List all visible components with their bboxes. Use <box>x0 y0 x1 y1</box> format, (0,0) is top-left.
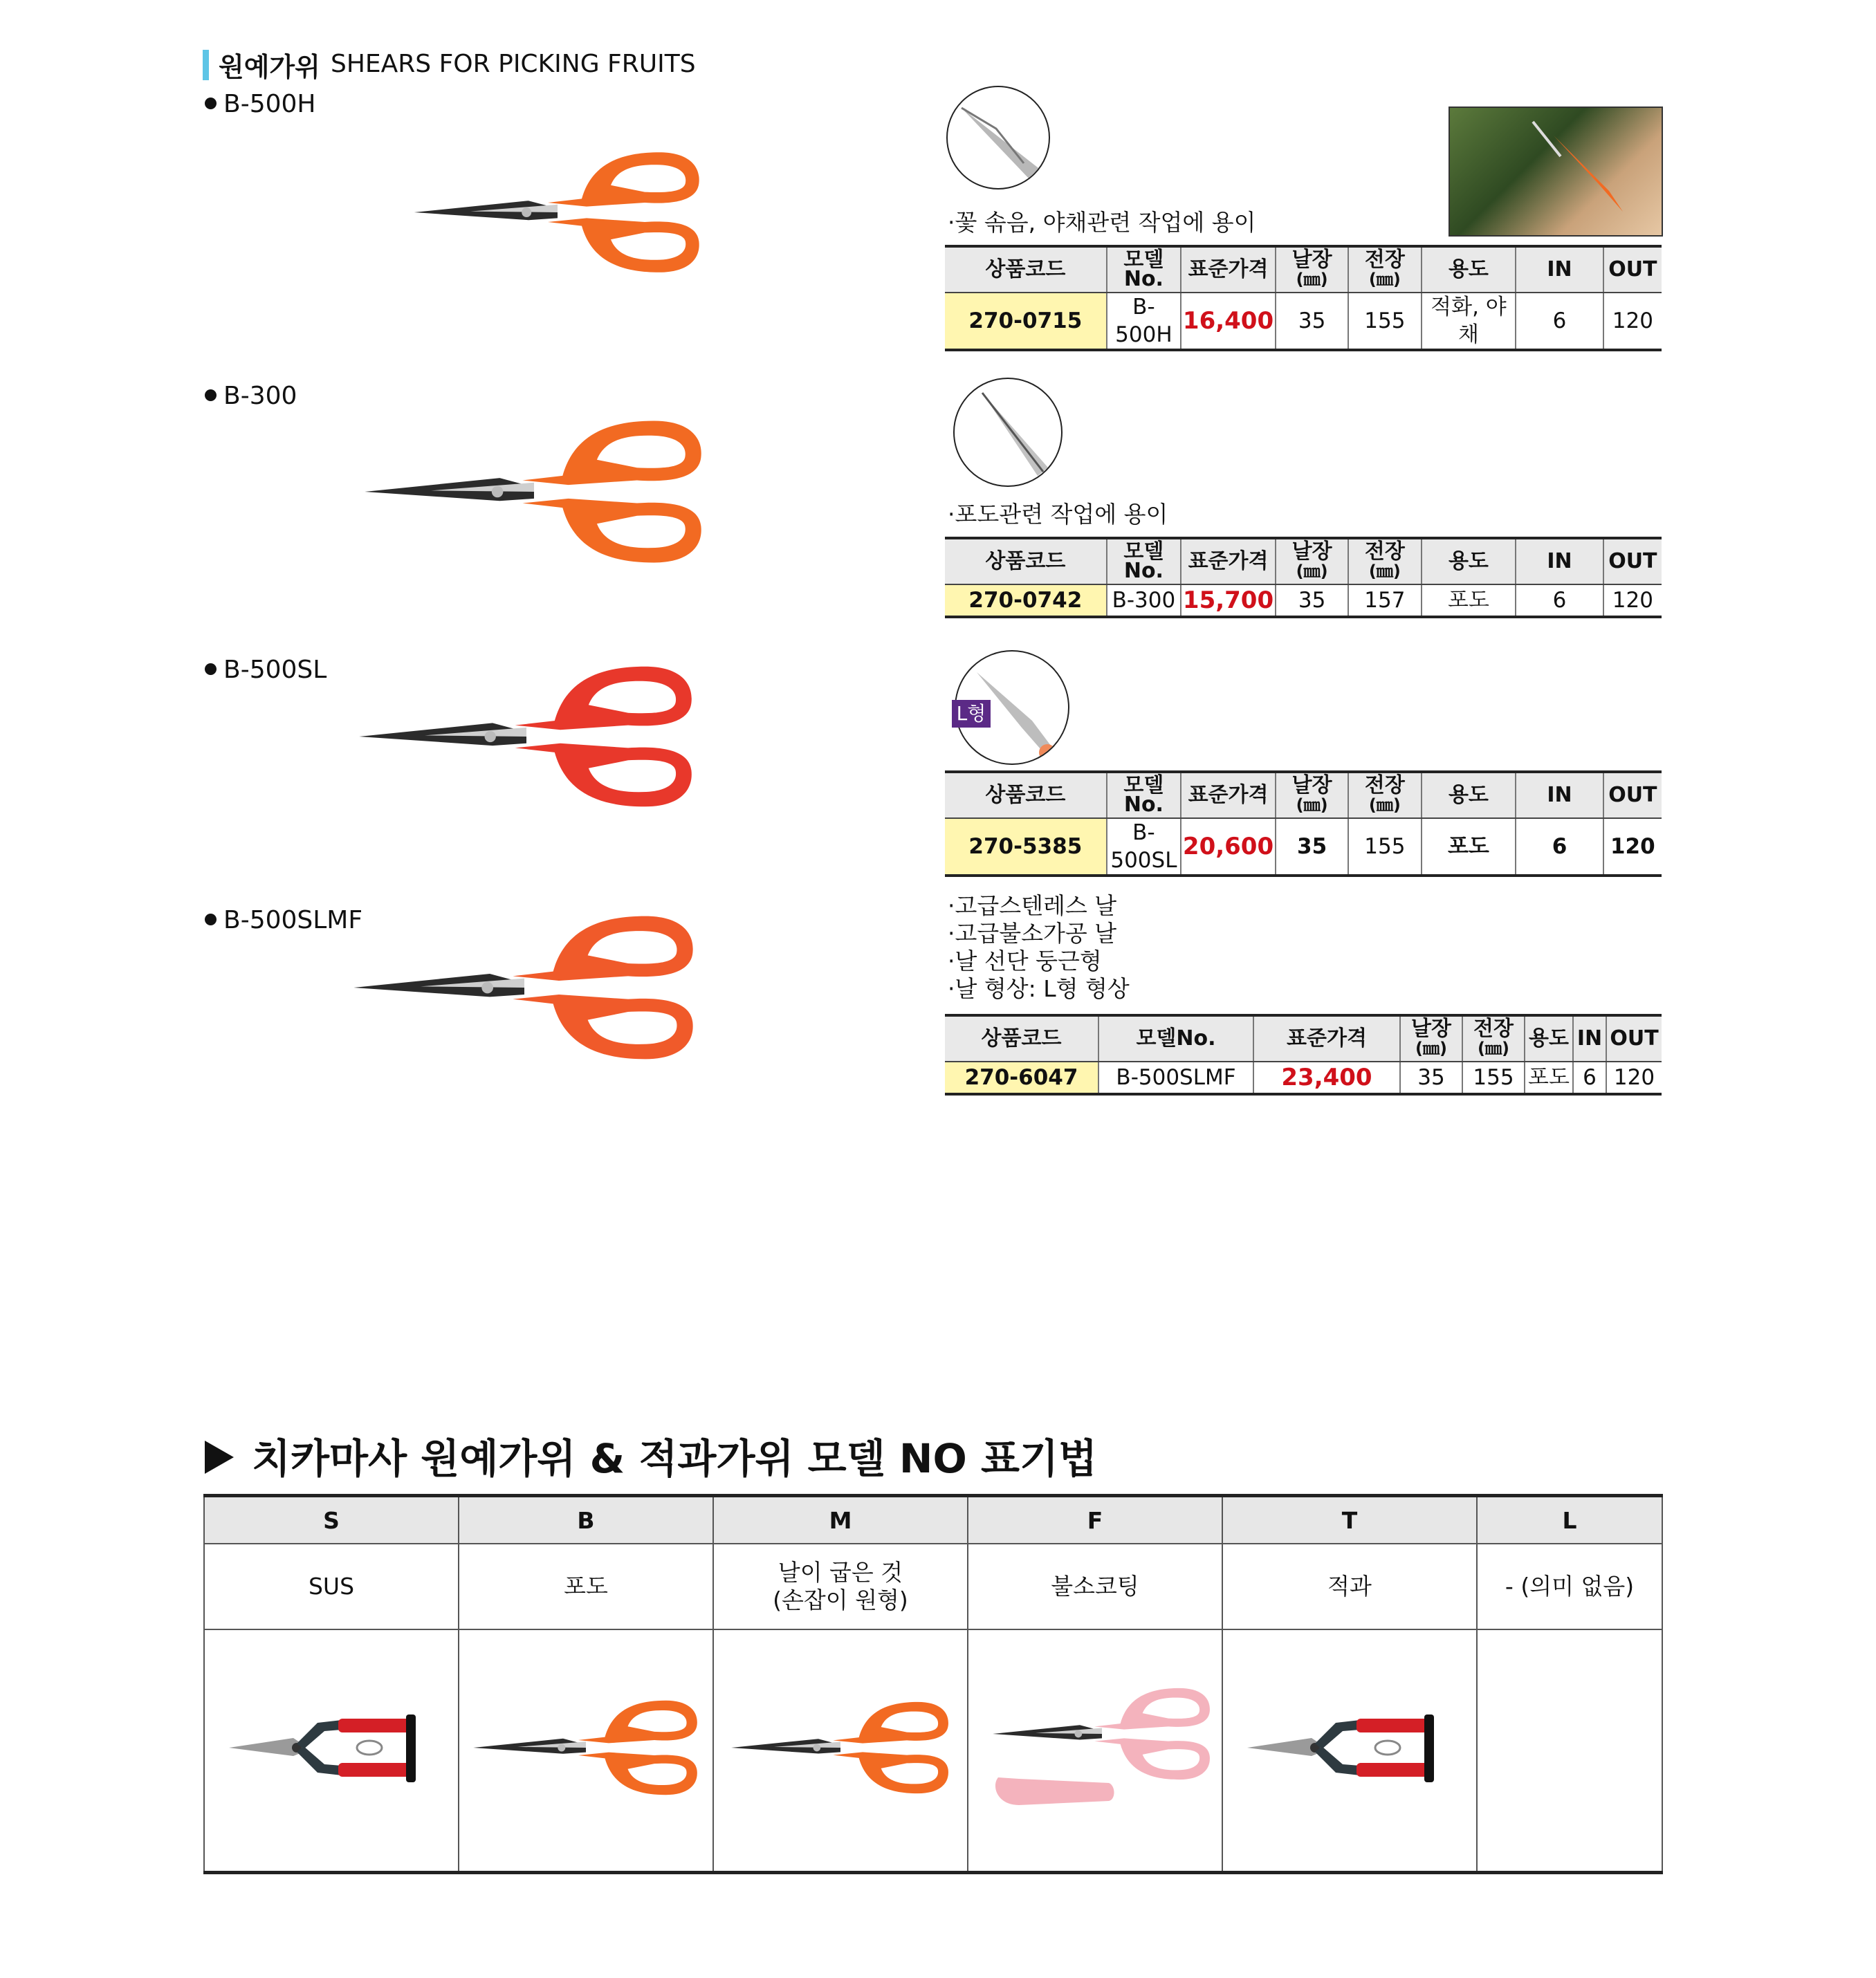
product-note: ·고급스텐레스 날 <box>948 892 1117 919</box>
total-length: 155 <box>1348 293 1421 350</box>
usage: 포도 <box>1422 818 1516 876</box>
round-handle-shears-image <box>730 1685 951 1810</box>
header-blade: 날장 (㎜) <box>1276 246 1348 293</box>
usage: 포도 <box>1422 584 1516 617</box>
example-image-b <box>459 1629 713 1873</box>
header-model: 모델No. <box>1107 772 1181 818</box>
letter-t: T <box>1222 1496 1477 1544</box>
letter-b: B <box>459 1496 713 1544</box>
example-image-m <box>713 1629 968 1873</box>
usage-photo-shears <box>1450 108 1662 235</box>
total-length: 155 <box>1348 818 1421 876</box>
product-model-heading: B-500SL <box>205 656 327 684</box>
header-model: 모델No. <box>1098 1015 1253 1062</box>
product-note: ·날 선단 둥근형 <box>948 948 1102 974</box>
inner-qty: 6 <box>1573 1062 1606 1094</box>
bullet-icon <box>205 98 217 109</box>
model-no: B-300 <box>1107 584 1181 617</box>
thinning-shears-image <box>1232 1699 1467 1796</box>
usage: 적화, 야채 <box>1422 293 1516 350</box>
price: 16,400 <box>1181 293 1276 350</box>
header-model: 모델No. <box>1107 246 1181 293</box>
letter-f: F <box>968 1496 1222 1544</box>
header-in: IN <box>1516 246 1603 293</box>
usage: 포도 <box>1525 1062 1573 1094</box>
product-model-heading: B-300 <box>205 382 297 410</box>
header-blade: 날장 (㎜) <box>1400 1015 1462 1062</box>
header-use: 용도 <box>1422 538 1516 584</box>
outer-qty: 120 <box>1606 1062 1662 1094</box>
blade-length: 35 <box>1400 1062 1462 1094</box>
example-image-t <box>1222 1629 1477 1873</box>
product-code: 270-0742 <box>945 584 1107 617</box>
header-code: 상품코드 <box>945 538 1107 584</box>
header-length: 전장 (㎜) <box>1348 246 1421 293</box>
example-image-l-empty <box>1477 1629 1662 1873</box>
header-code: 상품코드 <box>945 246 1107 293</box>
outer-qty: 120 <box>1603 584 1662 617</box>
l-type-badge: L형 <box>952 700 991 728</box>
product-code: 270-5385 <box>945 818 1107 876</box>
blade-length: 35 <box>1276 584 1348 617</box>
header-length: 전장 (㎜) <box>1348 538 1421 584</box>
spec-table-b500slmf <box>945 1014 1662 1096</box>
product-model-heading: B-500H <box>205 90 315 118</box>
header-accent-bar <box>203 50 209 80</box>
total-length: 155 <box>1462 1062 1525 1094</box>
bullet-icon <box>205 914 217 925</box>
product-note: ·꽃 솎음, 야채관련 작업에 용이 <box>948 209 1256 236</box>
price: 20,600 <box>1181 818 1276 876</box>
header-code: 상품코드 <box>945 772 1107 818</box>
product-model-heading: B-500SLMF <box>205 906 362 934</box>
header-out: OUT <box>1603 246 1662 293</box>
bullet-icon <box>205 389 217 401</box>
letter-s: S <box>204 1496 459 1544</box>
product-note: ·포도관련 작업에 용이 <box>948 501 1168 528</box>
inner-qty: 6 <box>1516 584 1603 617</box>
product-code: 270-0715 <box>945 293 1107 350</box>
header-model: 모델No. <box>1107 538 1181 584</box>
product-image-b300 <box>362 405 706 578</box>
total-length: 157 <box>1348 584 1421 617</box>
page-subtitle: SHEARS FOR PICKING FRUITS <box>331 50 696 78</box>
coated-shears-image <box>977 1682 1213 1813</box>
page-title: 원예가위 <box>219 52 320 82</box>
play-triangle-icon <box>205 1441 234 1474</box>
model-no: B-500H <box>1107 293 1181 350</box>
header-price: 표준가격 <box>1181 772 1276 818</box>
meaning-f: 불소코팅 <box>968 1544 1222 1629</box>
product-image-b500slmf <box>351 896 697 1079</box>
outer-qty: 120 <box>1603 293 1662 350</box>
header-length: 전장 (㎜) <box>1462 1015 1525 1062</box>
header-use: 용도 <box>1422 246 1516 293</box>
header-price: 표준가격 <box>1181 538 1276 584</box>
blade-tip-detail-icon <box>946 86 1050 190</box>
header-price: 표준가격 <box>1253 1015 1400 1062</box>
grape-shears-image <box>472 1689 700 1806</box>
example-image-s <box>204 1629 459 1873</box>
header-out: OUT <box>1606 1015 1662 1062</box>
meaning-l: - (의미 없음) <box>1477 1544 1662 1629</box>
spring-shears-image <box>210 1699 452 1796</box>
spec-table-b500h <box>945 245 1662 351</box>
model-no: B-500SLMF <box>1098 1062 1253 1094</box>
header-length: 전장 (㎜) <box>1348 772 1421 818</box>
blade-length: 35 <box>1276 818 1348 876</box>
bullet-icon <box>205 663 217 675</box>
header-use: 용도 <box>1525 1015 1573 1062</box>
inner-qty: 6 <box>1516 818 1603 876</box>
letter-m: M <box>713 1496 968 1544</box>
price: 15,700 <box>1181 584 1276 617</box>
header-blade: 날장 (㎜) <box>1276 772 1348 818</box>
meaning-b: 포도 <box>459 1544 713 1629</box>
meaning-m: 날이 굽은 것 (손잡이 원형) <box>713 1544 968 1629</box>
product-image-b500sl <box>357 656 696 817</box>
product-note: ·고급불소가공 날 <box>948 920 1117 947</box>
spec-table-b500sl <box>945 770 1662 877</box>
meaning-s: SUS <box>204 1544 459 1629</box>
naming-section-title: 치카마사 원예가위 & 적과가위 모델 NO 표기법 <box>205 1426 1097 1484</box>
product-code: 270-6047 <box>945 1062 1098 1094</box>
price: 23,400 <box>1253 1062 1400 1094</box>
header-code: 상품코드 <box>945 1015 1098 1062</box>
usage-photo <box>1449 107 1663 237</box>
product-image-b500h <box>412 134 703 290</box>
header-blade: 날장 (㎜) <box>1276 538 1348 584</box>
header-out: OUT <box>1603 538 1662 584</box>
product-note: ·날 형상: L형 형상 <box>948 975 1130 1002</box>
header-price: 표준가격 <box>1181 246 1276 293</box>
header-in: IN <box>1573 1015 1606 1062</box>
header-in: IN <box>1516 772 1603 818</box>
naming-table <box>203 1494 1663 1874</box>
header-use: 용도 <box>1422 772 1516 818</box>
model-no: B-500SL <box>1107 818 1181 876</box>
header-out: OUT <box>1603 772 1662 818</box>
meaning-t: 적과 <box>1222 1544 1477 1629</box>
blade-tip-detail-icon <box>953 378 1063 487</box>
example-image-f <box>968 1629 1222 1873</box>
spec-table-b300 <box>945 537 1662 618</box>
blade-length: 35 <box>1276 293 1348 350</box>
inner-qty: 6 <box>1516 293 1603 350</box>
outer-qty: 120 <box>1603 818 1662 876</box>
letter-l: L <box>1477 1496 1662 1544</box>
header-in: IN <box>1516 538 1603 584</box>
